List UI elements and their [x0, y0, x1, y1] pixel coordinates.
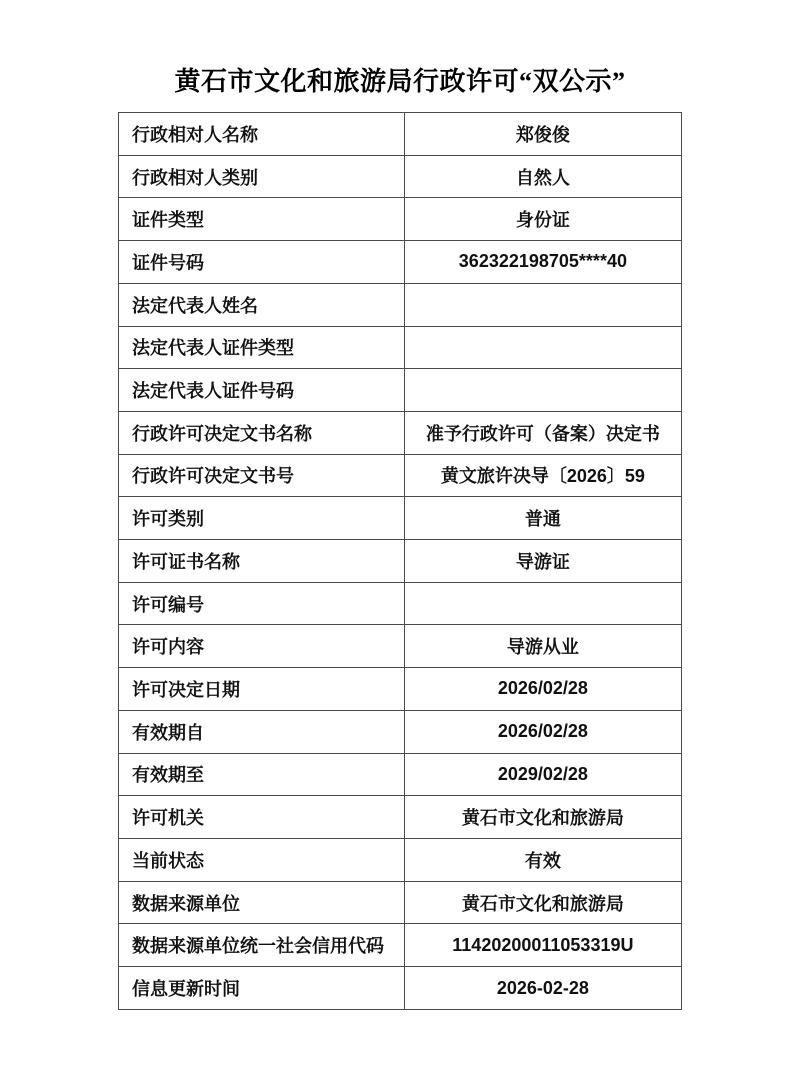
- field-label: 行政相对人名称: [119, 113, 405, 156]
- field-value: 准予行政许可（备案）决定书: [404, 411, 681, 454]
- field-label: 有效期至: [119, 753, 405, 796]
- field-value: [404, 582, 681, 625]
- field-label: 许可机关: [119, 796, 405, 839]
- field-label: 有效期自: [119, 710, 405, 753]
- table-row: [119, 155, 682, 198]
- field-label: 证件类型: [119, 198, 405, 241]
- table-row: [119, 710, 682, 753]
- field-label: 行政相对人类别: [119, 155, 405, 198]
- table-row: [119, 838, 682, 881]
- field-value: 自然人: [404, 155, 681, 198]
- field-value: [404, 283, 681, 326]
- table-row: [119, 241, 682, 284]
- field-value: 身份证: [404, 198, 681, 241]
- field-label: 数据来源单位: [119, 881, 405, 924]
- table-row: [119, 796, 682, 839]
- table-row: [119, 411, 682, 454]
- table-row: [119, 326, 682, 369]
- field-label: 法定代表人证件类型: [119, 326, 405, 369]
- field-value: [404, 326, 681, 369]
- field-value: 导游证: [404, 540, 681, 583]
- field-value: 导游从业: [404, 625, 681, 668]
- field-value: 2026/02/28: [404, 710, 681, 753]
- field-label: 证件号码: [119, 241, 405, 284]
- field-value: 黄石市文化和旅游局: [404, 796, 681, 839]
- field-label: 信息更新时间: [119, 967, 405, 1010]
- field-value: 有效: [404, 838, 681, 881]
- field-value: 黄石市文化和旅游局: [404, 881, 681, 924]
- field-value: 362322198705****40: [404, 241, 681, 284]
- table-row: [119, 668, 682, 711]
- permit-disclosure-table: [118, 112, 682, 1010]
- field-value: 普通: [404, 497, 681, 540]
- field-label: 行政许可决定文书号: [119, 454, 405, 497]
- field-label: 法定代表人证件号码: [119, 369, 405, 412]
- field-label: 行政许可决定文书名称: [119, 411, 405, 454]
- field-label: 当前状态: [119, 838, 405, 881]
- field-label: 许可编号: [119, 582, 405, 625]
- field-label: 许可内容: [119, 625, 405, 668]
- field-label: 许可类别: [119, 497, 405, 540]
- field-label: 法定代表人姓名: [119, 283, 405, 326]
- page-title: 黄石市文化和旅游局行政许可“双公示”: [174, 67, 626, 96]
- table-row: [119, 198, 682, 241]
- table-row: [119, 625, 682, 668]
- table-row: [119, 924, 682, 967]
- table-row: [119, 540, 682, 583]
- field-label: 数据来源单位统一社会信用代码: [119, 924, 405, 967]
- field-value: 2026-02-28: [404, 967, 681, 1010]
- table-row: [119, 283, 682, 326]
- table-row: [119, 497, 682, 540]
- table-row: [119, 113, 682, 156]
- field-label: 许可证书名称: [119, 540, 405, 583]
- field-value: 2029/02/28: [404, 753, 681, 796]
- table-row: [119, 582, 682, 625]
- field-label: 许可决定日期: [119, 668, 405, 711]
- field-value: 2026/02/28: [404, 668, 681, 711]
- table-row: [119, 881, 682, 924]
- field-value: 郑俊俊: [404, 113, 681, 156]
- table-row: [119, 753, 682, 796]
- field-value: 黄文旅许决导〔2026〕59: [404, 454, 681, 497]
- field-value: 11420200011053319U: [404, 924, 681, 967]
- table-row: [119, 454, 682, 497]
- field-value: [404, 369, 681, 412]
- table-row: [119, 967, 682, 1010]
- table-row: [119, 369, 682, 412]
